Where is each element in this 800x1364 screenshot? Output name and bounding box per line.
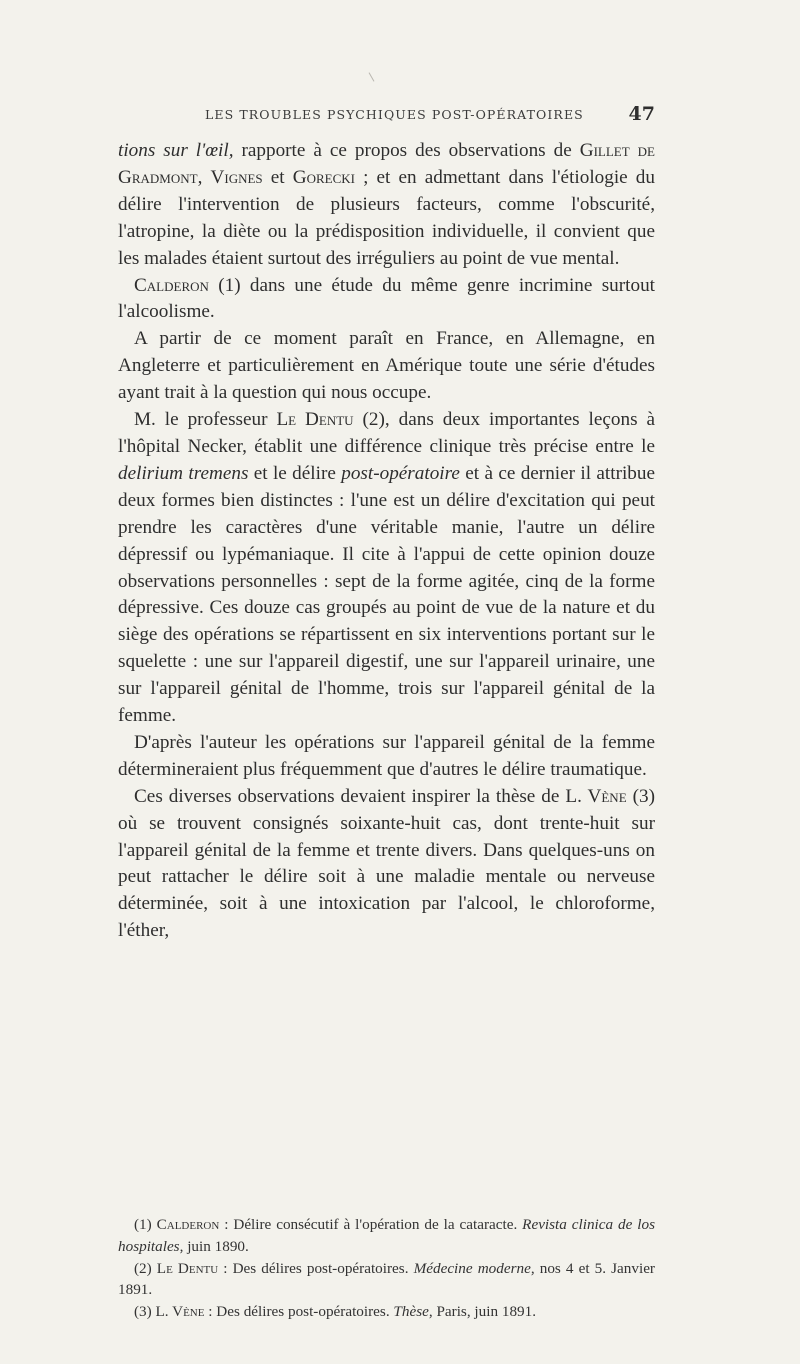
paragraph-calderon xyxy=(118,273,655,327)
footnote xyxy=(118,1301,655,1323)
footnote-marker: (2) xyxy=(134,1259,157,1277)
author-name: Vignes xyxy=(210,166,263,188)
author-name: Calderon xyxy=(134,274,209,296)
text: , juin 1890. xyxy=(179,1237,249,1255)
text: (1) dans une étude du même genre incrimine surtout l'alcoolisme. xyxy=(118,274,655,323)
author-name: Calderon xyxy=(156,1216,220,1233)
text: A partir de ce moment paraît en France, en Allemagne, en Angleterre et particulièrement en Amérique toute une série d'études ayant trait à la question qui nous occupe. xyxy=(118,328,655,404)
page-number: 47 xyxy=(628,103,655,125)
italic-text: tions sur l'œil, xyxy=(118,140,234,161)
text: : Des délires post-opératoires. xyxy=(204,1303,394,1321)
italic-text: delirium tremens xyxy=(118,462,249,484)
text: (3) où se trouvent consignés soixante-huit cas, dont trente-huit sur l'appareil génital de la femme et trente divers. Dans quelques-uns on peut rattacher le délire soit à une maladie mentale ou nerveuse déterminée, soit à une intoxication par l'alcool, le chloroforme, l'éther, xyxy=(118,785,655,942)
italic-text: Revista clinica de los hospitales xyxy=(118,1216,655,1255)
footnotes xyxy=(118,1214,655,1323)
italic-text: Thèse xyxy=(393,1303,429,1321)
author-name: Gillet de Gradmont xyxy=(118,140,655,188)
text: D'après l'auteur les opérations sur l'appareil génital de la femme détermineraient plus fréquemment que d'autres le délire traumatique. xyxy=(118,731,655,780)
text: : Délire consécutif à l'opération de la cataracte. xyxy=(219,1216,523,1233)
paper-speck xyxy=(369,72,375,81)
paragraph-le-dentu xyxy=(118,407,655,730)
running-title: LES TROUBLES PSYCHIQUES POST-OPÉRATOIRES xyxy=(205,107,584,122)
text: et xyxy=(262,166,293,188)
text: : Des délires post-opératoires. xyxy=(218,1259,414,1277)
footnote-marker: (3) xyxy=(134,1303,156,1321)
author-name: L. Vène xyxy=(155,1303,205,1321)
footnote xyxy=(118,1258,655,1302)
page-header xyxy=(205,103,655,127)
italic-text: Médecine moderne xyxy=(413,1259,531,1277)
text: , nos 4 et 5. Janvier 1891. xyxy=(118,1259,655,1299)
body-text xyxy=(118,138,655,945)
author-name: L. Vène xyxy=(565,785,627,807)
author-name: Le Dentu xyxy=(276,409,354,431)
paragraph-vene xyxy=(118,784,655,945)
text: et à ce dernier il attribue deux formes bien distinctes : l'une est un délire d'excitation qui peut prendre les caractères d'une véritable manie, l'autre un délire dépressif ou lypémaniaque. Il cite à l'appui de cette opinion douze observations personnelles : sept de la forme agitée, cinq de la forme dépressive. Ces douze cas groupés au point de vue de la nature et du siège des opérations se répartissent en six interventions portant sur le squelette : une sur l'appareil digestif, une sur l'appareil urinaire, une sur l'appareil génital de l'homme, trois sur l'appareil génital de la femme. xyxy=(118,462,656,727)
paragraph-studies xyxy=(118,326,655,407)
text: rapporte à ce propos des observations de xyxy=(233,140,580,161)
paragraph-continuation xyxy=(118,138,655,273)
text: et le délire xyxy=(248,462,342,484)
text: M. le professeur xyxy=(134,409,277,431)
italic-text: post-opératoire xyxy=(341,462,460,484)
paragraph-author-opinion xyxy=(118,730,655,784)
text: (2), dans deux importantes leçons à l'hôpital Necker, établit une différence clinique très précise entre le xyxy=(118,409,655,457)
text: , xyxy=(197,166,211,188)
text: , Paris, juin 1891. xyxy=(428,1303,537,1321)
author-name: Gorecki xyxy=(292,166,355,188)
text: Ces diverses observations devaient inspirer la thèse de xyxy=(134,785,566,807)
footnote xyxy=(118,1214,655,1258)
author-name: Le Dentu xyxy=(156,1259,219,1277)
footnote-marker: (1) xyxy=(134,1216,157,1233)
text: ; et en admettant dans l'étiologie du délire l'intervention de plusieurs facteurs, comme l'obscurité, l'atropine, la diète ou la prédisposition individuelle, il convient que les malades étaient surtout des irréguliers au point de vue mental. xyxy=(118,166,655,269)
